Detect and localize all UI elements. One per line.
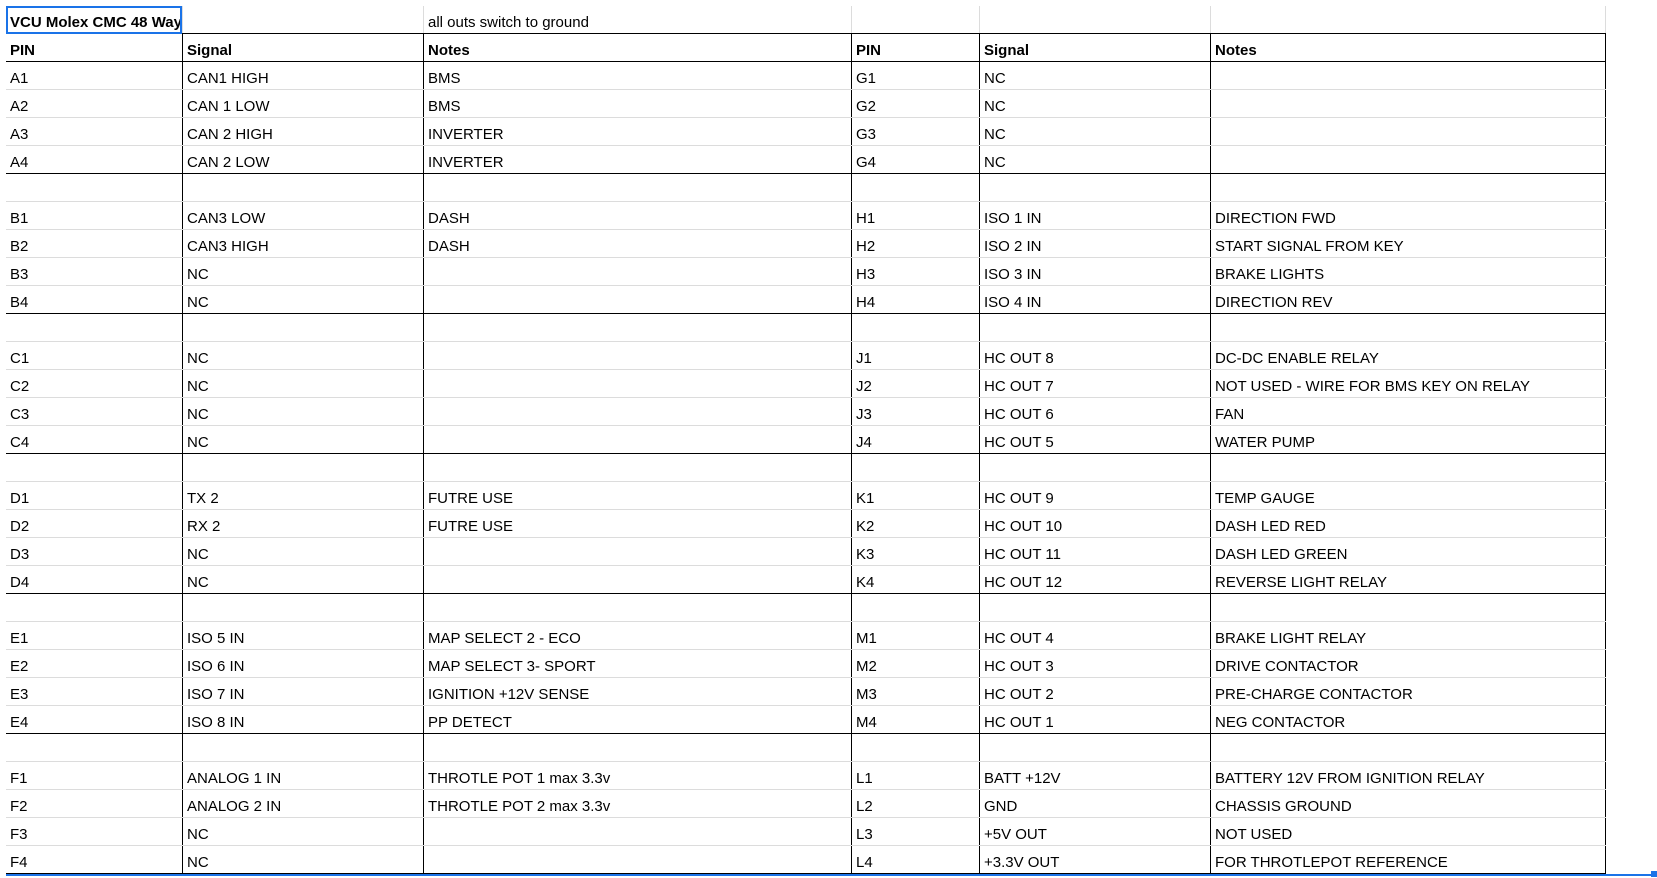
cell-signal-right[interactable]: HC OUT 10 [979, 510, 1210, 538]
cell-pin-right[interactable]: K4 [851, 566, 979, 594]
cell-pin-right[interactable] [851, 314, 979, 342]
cell-title-e[interactable] [979, 6, 1210, 34]
table-row [6, 846, 1605, 874]
cell-signal-left[interactable]: CAN 2 LOW [182, 146, 423, 174]
cell-pin-right[interactable]: L1 [851, 762, 979, 790]
cell-notes-right[interactable]: NEG CONTACTOR [1210, 706, 1605, 734]
cell-title-f[interactable] [1210, 6, 1605, 34]
cell-notes-left[interactable]: FUTRE USE [423, 510, 851, 538]
cell-notes-left[interactable]: FUTRE USE [423, 482, 851, 510]
cell-signal-right[interactable] [979, 174, 1210, 202]
table-row [6, 650, 1605, 678]
cell-notes-right[interactable] [1210, 62, 1605, 90]
table-row [6, 454, 1605, 482]
cell-pin-left[interactable]: F3 [6, 818, 182, 846]
cell-signal-left[interactable]: NC [182, 426, 423, 454]
cell-signal-left[interactable]: NC [182, 566, 423, 594]
cell-signal-right[interactable] [979, 594, 1210, 622]
cell-signal-left[interactable]: NC [182, 342, 423, 370]
cell-signal-right[interactable]: HC OUT 4 [979, 622, 1210, 650]
table-row [6, 426, 1605, 454]
cell-pin-left[interactable]: D3 [6, 538, 182, 566]
table-row [6, 146, 1605, 174]
title-row [6, 6, 1605, 34]
table-row [6, 566, 1605, 594]
cell-notes-left[interactable]: DASH [423, 202, 851, 230]
cell-pin-left[interactable] [6, 594, 182, 622]
cell-pin-left[interactable]: A3 [6, 118, 182, 146]
cell-signal-right[interactable] [979, 314, 1210, 342]
cell-pin-left[interactable]: A1 [6, 62, 182, 90]
cell-title-d[interactable] [851, 6, 979, 34]
cell-signal-left[interactable] [182, 734, 423, 762]
cell-notes-left[interactable] [423, 454, 851, 482]
cell-pin-right[interactable]: L4 [851, 846, 979, 874]
cell-notes-left[interactable]: THROTLE POT 1 max 3.3v [423, 762, 851, 790]
cell-notes-left[interactable] [423, 398, 851, 426]
cell-pin-right[interactable]: L2 [851, 790, 979, 818]
cell-title-b[interactable] [182, 6, 423, 34]
cell-pin-right[interactable]: M4 [851, 706, 979, 734]
cell-pin-left[interactable] [6, 314, 182, 342]
cell-pin-right[interactable]: K2 [851, 510, 979, 538]
cell-signal-left[interactable]: CAN3 LOW [182, 202, 423, 230]
cell-notes-left[interactable] [423, 342, 851, 370]
cell-signal-left[interactable]: NC [182, 370, 423, 398]
table-row [6, 818, 1605, 846]
table-row [6, 398, 1605, 426]
cell-notes-right[interactable]: START SIGNAL FROM KEY [1210, 230, 1605, 258]
cell-notes-left[interactable]: BMS [423, 62, 851, 90]
cell-notes-left[interactable] [423, 286, 851, 314]
cell-pin-left[interactable]: D2 [6, 510, 182, 538]
cell-notes-right[interactable]: BRAKE LIGHTS [1210, 258, 1605, 286]
cell-notes-right[interactable]: DC-DC ENABLE RELAY [1210, 342, 1605, 370]
cell-pin-right[interactable] [851, 454, 979, 482]
table-row [6, 202, 1605, 230]
cell-signal-left[interactable]: ANALOG 2 IN [182, 790, 423, 818]
table-row [6, 286, 1605, 314]
cell-pin-right[interactable] [851, 594, 979, 622]
cell-notes-right[interactable]: CHASSIS GROUND [1210, 790, 1605, 818]
cell-notes-right[interactable]: DIRECTION FWD [1210, 202, 1605, 230]
cell-pin-left[interactable]: F2 [6, 790, 182, 818]
cell-notes-right[interactable]: NOT USED - WIRE FOR BMS KEY ON RELAY [1210, 370, 1605, 398]
cell-pin-left[interactable]: C1 [6, 342, 182, 370]
cell-signal-right[interactable]: NC [979, 90, 1210, 118]
cell-notes-right[interactable] [1210, 454, 1605, 482]
table-row [6, 706, 1605, 734]
cell-pin-right[interactable]: G2 [851, 90, 979, 118]
cell-pin-right[interactable]: G3 [851, 118, 979, 146]
cell-notes-right[interactable]: REVERSE LIGHT RELAY [1210, 566, 1605, 594]
cell-notes-left[interactable] [423, 538, 851, 566]
cell-notes-right[interactable]: FOR THROTLEPOT REFERENCE [1210, 846, 1605, 874]
cell-pin-right[interactable]: J2 [851, 370, 979, 398]
cell-signal-right[interactable]: HC OUT 9 [979, 482, 1210, 510]
cell-pin-left[interactable]: B3 [6, 258, 182, 286]
table-row [6, 258, 1605, 286]
cell-pin-left[interactable]: D1 [6, 482, 182, 510]
cell-signal-right[interactable]: HC OUT 1 [979, 706, 1210, 734]
cell-signal-right[interactable]: NC [979, 146, 1210, 174]
cell-notes-left[interactable] [423, 314, 851, 342]
cell-signal-right[interactable]: HC OUT 2 [979, 678, 1210, 706]
table-row [6, 678, 1605, 706]
cell-signal-right[interactable]: HC OUT 6 [979, 398, 1210, 426]
cell-pin-left[interactable]: C3 [6, 398, 182, 426]
cell-pin-left[interactable]: D4 [6, 566, 182, 594]
cell-pin-right[interactable]: J4 [851, 426, 979, 454]
cell-notes-right[interactable] [1210, 314, 1605, 342]
table-row [6, 734, 1605, 762]
cell-pin-right[interactable]: M1 [851, 622, 979, 650]
cell-signal-right[interactable]: HC OUT 3 [979, 650, 1210, 678]
cell-pin-right[interactable]: H4 [851, 286, 979, 314]
cell-notes-right[interactable] [1210, 734, 1605, 762]
cell-notes-left[interactable] [423, 426, 851, 454]
cell-notes-left[interactable] [423, 594, 851, 622]
table-row [6, 790, 1605, 818]
cell-notes-right[interactable]: WATER PUMP [1210, 426, 1605, 454]
cell-pin-right[interactable] [851, 174, 979, 202]
cell-signal-right[interactable]: HC OUT 8 [979, 342, 1210, 370]
selection-edge [6, 874, 1657, 876]
cell-notes-right[interactable]: BATTERY 12V FROM IGNITION RELAY [1210, 762, 1605, 790]
header-notes-left[interactable]: Notes [423, 34, 851, 62]
cell-pin-right[interactable]: G4 [851, 146, 979, 174]
cell-notes-left[interactable] [423, 846, 851, 874]
cell-notes-left[interactable] [423, 818, 851, 846]
cell-pin-left[interactable]: E1 [6, 622, 182, 650]
cell-signal-left[interactable]: ISO 7 IN [182, 678, 423, 706]
cell-signal-left[interactable]: NC [182, 258, 423, 286]
cell-signal-left[interactable]: CAN3 HIGH [182, 230, 423, 258]
table-row [6, 118, 1605, 146]
cell-signal-left[interactable]: NC [182, 286, 423, 314]
header-row [6, 34, 1605, 62]
cell-pin-right[interactable]: J1 [851, 342, 979, 370]
cell-pin-left[interactable]: A4 [6, 146, 182, 174]
cell-notes-right[interactable]: DASH LED GREEN [1210, 538, 1605, 566]
cell-pin-left[interactable]: E2 [6, 650, 182, 678]
cell-notes-left[interactable] [423, 734, 851, 762]
table-row [6, 370, 1605, 398]
cell-signal-left[interactable]: CAN 2 HIGH [182, 118, 423, 146]
cell-signal-left[interactable]: ISO 5 IN [182, 622, 423, 650]
cell-signal-right[interactable]: ISO 1 IN [979, 202, 1210, 230]
cell-signal-right[interactable]: NC [979, 118, 1210, 146]
cell-signal-left[interactable]: NC [182, 818, 423, 846]
cell-notes-left[interactable]: BMS [423, 90, 851, 118]
cell-notes-right[interactable]: DASH LED RED [1210, 510, 1605, 538]
cell-notes-right[interactable] [1210, 594, 1605, 622]
cell-signal-left[interactable]: TX 2 [182, 482, 423, 510]
cell-signal-left[interactable]: CAN1 HIGH [182, 62, 423, 90]
table-row [6, 90, 1605, 118]
cell-signal-left[interactable]: RX 2 [182, 510, 423, 538]
cell-notes-right[interactable] [1210, 90, 1605, 118]
cell-pin-left[interactable]: A2 [6, 90, 182, 118]
cell-signal-right[interactable]: ISO 4 IN [979, 286, 1210, 314]
cell-signal-right[interactable]: ISO 2 IN [979, 230, 1210, 258]
note-cell[interactable]: all outs switch to ground [423, 6, 851, 34]
table-row [6, 342, 1605, 370]
cell-pin-left[interactable]: E3 [6, 678, 182, 706]
cell-pin-left[interactable]: B4 [6, 286, 182, 314]
cell-pin-left[interactable]: F4 [6, 846, 182, 874]
spreadsheet-grid [6, 6, 1606, 874]
cell-signal-left[interactable]: NC [182, 398, 423, 426]
cell-signal-right[interactable]: HC OUT 5 [979, 426, 1210, 454]
cell-signal-right[interactable] [979, 454, 1210, 482]
title-cell[interactable]: VCU Molex CMC 48 Way [6, 6, 182, 34]
cell-pin-right[interactable]: K3 [851, 538, 979, 566]
cell-signal-right[interactable]: NC [979, 62, 1210, 90]
cell-pin-right[interactable]: J3 [851, 398, 979, 426]
table-row [6, 538, 1605, 566]
cell-notes-left[interactable] [423, 174, 851, 202]
cell-notes-left[interactable]: DASH [423, 230, 851, 258]
header-pin-left[interactable]: PIN [6, 34, 182, 62]
cell-notes-right[interactable] [1210, 118, 1605, 146]
cell-notes-left[interactable]: INVERTER [423, 118, 851, 146]
cell-notes-left[interactable]: PP DETECT [423, 706, 851, 734]
cell-pin-right[interactable]: L3 [851, 818, 979, 846]
cell-notes-right[interactable]: BRAKE LIGHT RELAY [1210, 622, 1605, 650]
table-row [6, 762, 1605, 790]
cell-pin-right[interactable]: M2 [851, 650, 979, 678]
cell-signal-left[interactable]: ANALOG 1 IN [182, 762, 423, 790]
table-row [6, 62, 1605, 90]
cell-signal-right[interactable]: ISO 3 IN [979, 258, 1210, 286]
cell-notes-left[interactable]: INVERTER [423, 146, 851, 174]
table-row [6, 622, 1605, 650]
cell-pin-left[interactable] [6, 174, 182, 202]
cell-pin-left[interactable] [6, 734, 182, 762]
cell-pin-right[interactable]: H2 [851, 230, 979, 258]
header-signal-right[interactable]: Signal [979, 34, 1210, 62]
cell-signal-left[interactable]: NC [182, 846, 423, 874]
cell-signal-right[interactable] [979, 734, 1210, 762]
header-signal-left[interactable]: Signal [182, 34, 423, 62]
cell-pin-left[interactable]: B2 [6, 230, 182, 258]
cell-signal-left[interactable] [182, 594, 423, 622]
cell-signal-left[interactable]: CAN 1 LOW [182, 90, 423, 118]
cell-notes-left[interactable]: MAP SELECT 2 - ECO [423, 622, 851, 650]
table-row [6, 230, 1605, 258]
cell-signal-left[interactable]: ISO 6 IN [182, 650, 423, 678]
cell-signal-right[interactable]: +3.3V OUT [979, 846, 1210, 874]
cell-notes-right[interactable] [1210, 174, 1605, 202]
header-notes-right[interactable]: Notes [1210, 34, 1605, 62]
table-row [6, 314, 1605, 342]
cell-notes-right[interactable]: DIRECTION REV [1210, 286, 1605, 314]
cell-notes-left[interactable] [423, 566, 851, 594]
header-pin-right[interactable]: PIN [851, 34, 979, 62]
cell-signal-right[interactable]: GND [979, 790, 1210, 818]
cell-pin-left[interactable]: C4 [6, 426, 182, 454]
table-row [6, 174, 1605, 202]
cell-notes-right[interactable]: DRIVE CONTACTOR [1210, 650, 1605, 678]
cell-pin-left[interactable]: F1 [6, 762, 182, 790]
cell-signal-right[interactable]: HC OUT 11 [979, 538, 1210, 566]
cell-pin-right[interactable]: H3 [851, 258, 979, 286]
cell-notes-left[interactable]: THROTLE POT 2 max 3.3v [423, 790, 851, 818]
cell-signal-right[interactable]: HC OUT 7 [979, 370, 1210, 398]
table-row [6, 510, 1605, 538]
cell-pin-right[interactable]: K1 [851, 482, 979, 510]
cell-notes-left[interactable] [423, 370, 851, 398]
cell-pin-left[interactable] [6, 454, 182, 482]
cell-signal-left[interactable] [182, 454, 423, 482]
table-row [6, 482, 1605, 510]
cell-signal-left[interactable] [182, 314, 423, 342]
cell-signal-right[interactable]: HC OUT 12 [979, 566, 1210, 594]
cell-pin-right[interactable]: G1 [851, 62, 979, 90]
cell-notes-left[interactable]: IGNITION +12V SENSE [423, 678, 851, 706]
cell-pin-right[interactable] [851, 734, 979, 762]
fill-handle[interactable] [1651, 871, 1657, 877]
cell-pin-right[interactable]: H1 [851, 202, 979, 230]
cell-signal-left[interactable]: ISO 8 IN [182, 706, 423, 734]
cell-notes-right[interactable]: TEMP GAUGE [1210, 482, 1605, 510]
cell-signal-right[interactable]: BATT +12V [979, 762, 1210, 790]
cell-notes-left[interactable] [423, 258, 851, 286]
sheet-body [6, 6, 1605, 874]
cell-signal-left[interactable] [182, 174, 423, 202]
cell-pin-left[interactable]: C2 [6, 370, 182, 398]
cell-notes-right[interactable]: NOT USED [1210, 818, 1605, 846]
cell-signal-right[interactable]: +5V OUT [979, 818, 1210, 846]
table-row [6, 594, 1605, 622]
cell-notes-right[interactable]: PRE-CHARGE CONTACTOR [1210, 678, 1605, 706]
cell-notes-right[interactable]: FAN [1210, 398, 1605, 426]
cell-signal-left[interactable]: NC [182, 538, 423, 566]
cell-pin-left[interactable]: E4 [6, 706, 182, 734]
cell-pin-left[interactable]: B1 [6, 202, 182, 230]
cell-notes-left[interactable]: MAP SELECT 3- SPORT [423, 650, 851, 678]
cell-notes-right[interactable] [1210, 146, 1605, 174]
cell-pin-right[interactable]: M3 [851, 678, 979, 706]
